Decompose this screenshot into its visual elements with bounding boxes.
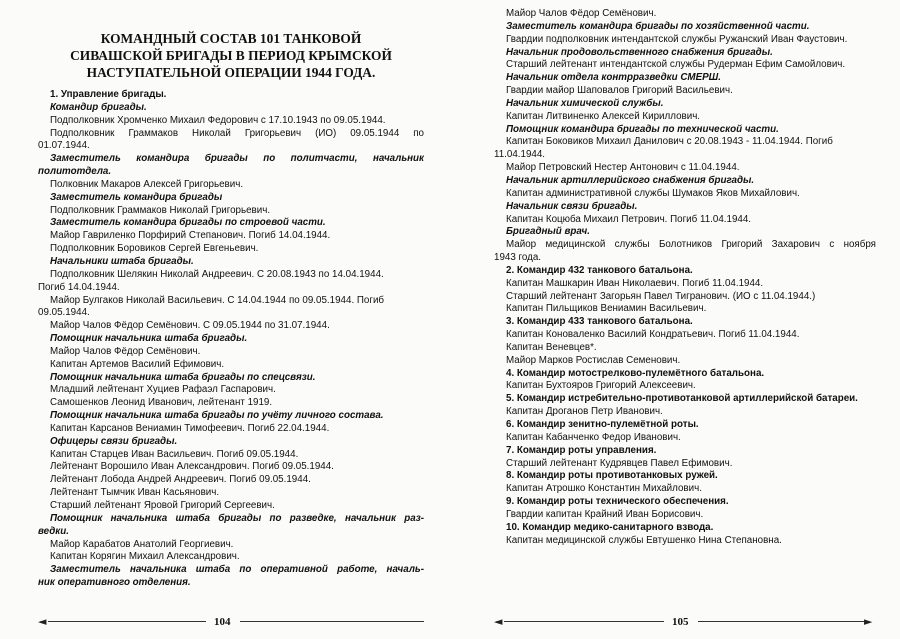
entry-line: Гвардии капитан Крайний Иван Борисович. [506,508,704,520]
entry-line: Капитан Машкарин Иван Николаевич. Погиб 11.04.1944. [506,277,764,289]
entry-line: Полковник Макаров Алексей Григорьевич. [50,178,244,190]
section-heading: Заместитель командира бригады по строевой части. [50,217,326,229]
section-heading: 9. Командир роты технического обеспечения. [506,496,729,508]
entry-line: 01.07.1944. [38,140,90,152]
entry-line: Капитан Литвиненко Алексей Кириллович. [506,110,701,122]
section-heading: Заместитель командира бригады [50,191,223,203]
section-heading: ник оперативного отделения. [38,577,191,589]
entry-line: Капитан Пильщиков Вениамин Васильевич. [506,303,707,315]
entry-line: Капитан Атрошко Константин Михайлович. [506,483,702,495]
section-heading: Помощник командира бригады по технической части. [506,123,779,135]
section-heading: Помощник начальника штаба бригады. [50,333,248,345]
entry-line: Капитан Карсанов Вениамин Тимофеевич. Погиб 22.04.1944. [50,422,330,434]
entry-line: Погиб 14.04.1944. [38,281,120,293]
section-heading: Начальник продовольственного снабжения бригады. [506,46,773,58]
entry-line: Капитан административной службы Шумаков Яков Михайлович. [506,187,800,199]
section-heading: 6. Командир зенитно-пулемётной роты. [506,419,699,430]
section-heading: Заместитель начальника штаба по оперативной работе, началь- [50,564,424,576]
section-heading: 10. Командир медико-санитарного взвода. [506,521,714,533]
section-heading: Начальники штаба бригады. [50,255,194,267]
section-heading: Бригадный врач. [506,226,590,238]
entry-line: Старший лейтенант Загорьян Павел Тигранович. (ИО с 11.04.1944.) [506,290,816,302]
entry-line: Капитан Корягин Михаил Александрович. [50,551,240,563]
section-heading: 5. Командир истребительно-противотанковой артиллерийской батареи. [506,393,858,405]
entry-line: Майор Булгаков Николай Васильевич. С 14.04.1944 по 09.05.1944. Погиб [50,294,385,306]
entry-line: Лейтенант Лобода Андрей Андреевич. Погиб 09.05.1944. [50,474,311,486]
arrow-right-icon: ► [864,615,873,628]
section-heading: Начальник отдела контрразведки СМЕРШ. [506,72,721,84]
entry-line: Майор Гавриленко Порфирий Степанович. Погиб 14.04.1944. [50,230,331,242]
section-heading: Помощник начальника штаба бригады по учёту личного состава. [50,410,384,422]
entry-line: Подполковник Шелякин Николай Андреевич. С 20.08.1943 по 14.04.1944. [50,268,384,280]
section-heading: Помощник начальника штаба бригады по спецсвязи. [50,371,316,383]
entry-line: Самошенков Леонид Иванович, лейтенант 1919. [50,397,273,409]
title-line: КОМАНДНЫЙ СОСТАВ 101 ТАНКОВОЙ [100,31,362,46]
entry-line: Майор Петровский Нестер Антонович с 11.04.1944. [506,162,740,174]
right-entries [494,8,876,547]
footer-rule [698,621,864,622]
section-heading: Помощник начальника штаба бригады по разведке, начальник раз- [50,512,424,524]
entry-line: Капитан Боковиков Михаил Данилович с 20.08.1943 - 11.04.1944. Погиб [506,136,833,148]
section-heading: ведки. [38,525,69,537]
entry-line: Капитан Дроганов Петр Иванович. [506,406,663,418]
entry-line: Майор медицинской службы Болотников Григорий Захарович с ноября [506,239,876,251]
entry-line: Капитан медицинской службы Евтушенко Нина Степановна. [506,534,782,546]
entry-line: Капитан Старцев Иван Васильевич. Погиб 09.05.1944. [50,448,299,460]
entry-line: Майор Карабатов Анатолий Георгиевич. [50,538,234,550]
right-page [450,0,900,639]
section-heading: Начальник химической службы. [506,97,664,109]
entry-line: Лейтенант Ворошило Иван Александрович. Погиб 09.05.1944. [50,461,334,473]
page-title [38,30,424,81]
entry-line: 11.04.1944. [494,149,546,161]
section-heading: Заместитель командира бригады по политчасти, начальник [50,153,424,165]
entry-line: Майор Чалов Фёдор Семёнович. [506,8,657,19]
section-heading: Заместитель командира бригады по хозяйственной части. [506,20,810,32]
section-heading: 3. Командир 433 танкового батальона. [506,316,693,328]
section-heading: политотдела. [38,166,112,178]
entry-line: Капитан Коноваленко Василий Кондратьевич. Погиб 11.04.1944. [506,329,800,341]
title-line: НАСТУПАТЕЛЬНОЙ ОПЕРАЦИИ 1944 ГОДА. [86,65,376,80]
section-heading: 4. Командир мотострелково-пулемётного батальона. [506,367,765,379]
entry-line: Старший лейтенант интендантской службы Рудерман Ефим Самойлович. [506,59,846,71]
entry-line: Подполковник Граммаков Николай Григорьевич (ИО) 09.05.1944 по [50,127,424,139]
entry-line: Подполковник Граммаков Николай Григорьевич. [50,204,271,216]
footer-rule [48,621,206,622]
footer-rule [504,621,664,622]
entry-line: Старший лейтенант Кудрявцев Павел Ефимович. [506,457,733,469]
footer-rule [240,621,424,622]
arrow-left-icon: ◄ [494,615,503,628]
entry-line: Лейтенант Тымчик Иван Касьянович. [50,487,220,499]
entry-line: Майор Чалов Фёдор Семёнович. [50,345,201,357]
page-footer [494,615,876,629]
section-heading: Офицеры связи бригады. [50,435,178,447]
entry-line: Капитан Коцюба Михаил Петрович. Погиб 11.04.1944. [506,213,752,225]
entry-line: Подполковник Хромченко Михаил Федорович с 17.10.1943 по 09.05.1944. [50,114,386,126]
title-line: СИВАШСКОЙ БРИГАДЫ В ПЕРИОД КРЫМСКОЙ [70,48,392,63]
page-number: 104 [214,616,231,628]
page-number: 105 [672,616,689,628]
arrow-left-icon: ◄ [38,615,47,628]
entry-line: Майор Марков Ростислав Семенович. [506,354,681,366]
section-heading: 1. Управление бригады. [50,89,167,100]
section-heading: 2. Командир 432 танкового батальона. [506,264,693,276]
section-heading: Командир бригады. [50,101,147,113]
entry-line: Гвардии майор Шаповалов Григорий Васильевич. [506,85,733,97]
entry-line: 09.05.1944. [38,307,90,319]
entry-line: Гвардии подполковник интендантской службы Ружанский Иван Фаустович. [506,33,848,45]
section-heading: 8. Командир роты противотанковых ружей. [506,470,718,482]
section-heading: 7. Командир роты управления. [506,444,657,456]
entry-line: Младший лейтенант Хуциев Рафаэл Гаспарович. [50,384,276,396]
entry-line: Капитан Артемов Василий Ефимович. [50,358,225,370]
entry-line: Капитан Бухтояров Григорий Алексеевич. [506,380,696,392]
entry-line: 1943 года. [494,252,541,264]
section-heading: Начальник артиллерийского снабжения бригады. [506,174,755,186]
entry-line: Майор Чалов Фёдор Семёнович. С 09.05.1944 по 31.07.1944. [50,320,330,332]
section-heading: Начальник связи бригады. [506,200,638,212]
entry-line: Капитан Кабанченко Федор Иванович. [506,431,681,443]
entry-line: Капитан Веневцев*. [506,341,597,353]
left-entries [38,89,424,590]
entry-line: Старший лейтенант Яровой Григорий Сергеевич. [50,500,275,511]
entry-line: Подполковник Боровиков Сергей Евгеньевич. [50,243,259,255]
page-footer [38,615,424,629]
